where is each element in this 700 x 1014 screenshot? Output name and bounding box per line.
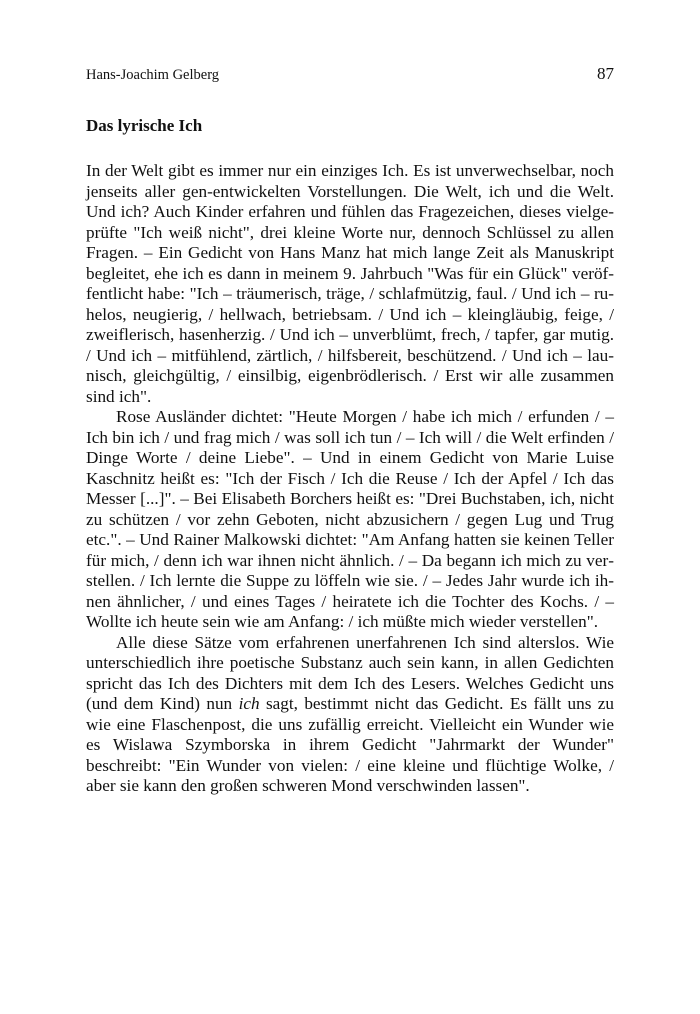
paragraph-1: In der Welt gibt es immer nur ein einziges Ich. Es ist unverwechselbar, noch jenseits aller gen-entwickelten Vorstellungen. Die Welt, ich und die Welt. Und ich? Auch Kinder erfahren und fühlen das Fragezeichen, dieses vielgeprüfte "Ich weiß nicht", drei kleine Worte nur, dennoch Schlüssel zu allen Fragen. – Ein Gedicht von Hans Manz hat mich lange Zeit als Manuskript begleitet, ehe ich es dann in meinem 9. Jahrbuch "Was für ein Glück" veröffentlicht habe: "Ich – träumerisch, träge, / schlafmützig, faul. / Und ich – ruhelos, neugierig, / hellwach, betriebsam. / Und ich – kleingläubig, feige, / zweiflerisch, hasenherzig. / Und ich – unverblümt, frech, / tapfer, gar mutig. / Und ich – mitfühlend, zärtlich, / hilfsbereit, beschützend. / Und ich – launisch, gleichgültig, / einsilbig, eigenbrödlerisch. / Erst wir alle zusammen sind ich".: [86, 161, 614, 406]
page-number: 87: [597, 64, 614, 83]
emphasis-ich: ich: [238, 694, 260, 713]
running-header: [86, 64, 614, 84]
section-title: Das lyrische Ich: [86, 116, 203, 135]
body-text: [86, 161, 614, 797]
paragraph-2: Rose Ausländer dichtet: "Heute Morgen / habe ich mich / erfunden / – Ich bin ich / und frag mich / was soll ich tun / – Ich will / die Welt erfinden / Dinge Worte / deine Liebe". – Und in einem Gedicht von Marie Luise Kaschnitz heißt es: "Ich der Fisch / Ich die Reuse / Ich der Apfel / Ich das Messer [...]". – Bei Elisabeth Borchers heißt es: "Drei Buchstaben, ich, nicht zu schützen / vor zehn Geboten, nicht abzusichern / gegen Lug und Trug etc.". – Und Rainer Malkowski dichtet: "Am Anfang hatten sie keinen Teller für mich, / denn ich war ihnen nicht ähnlich. / – Da begann ich mich zu verstellen. / Ich lernte die Suppe zu löffeln wie sie. / – Jedes Jahr wurde ich ihnen ähnlicher, / und eines Tages / heiratete ich die Tochter des Kochs. / – Wollte ich heute sein wie am Anfang: / ich müßte mich wieder verstellen".: [86, 407, 614, 631]
paragraph-3: Alle diese Sätze vom erfahrenen unerfahrenen Ich sind alterslos. Wie unterschiedlich ihre poetische Substanz auch sein kann, in allen Gedichten spricht das Ich des Dichters mit dem Ich des Lesers. Welches Gedicht uns (und dem Kind) nun ich sagt, bestimmt nicht das Gedicht. Es fällt uns zu wie eine Flaschenpost, die uns zufällig erreicht. Vielleicht ein Wunder wie es Wislawa Szymborska in ihrem Gedicht "Jahrmarkt der Wunder" beschreibt: "Ein Wunder von vielen: / eine kleine und flüchtige Wolke, / aber sie kann den großen schweren Mond verschwinden lassen".: [86, 632, 615, 795]
running-header-author: Hans-Joachim Gelberg: [86, 67, 220, 83]
